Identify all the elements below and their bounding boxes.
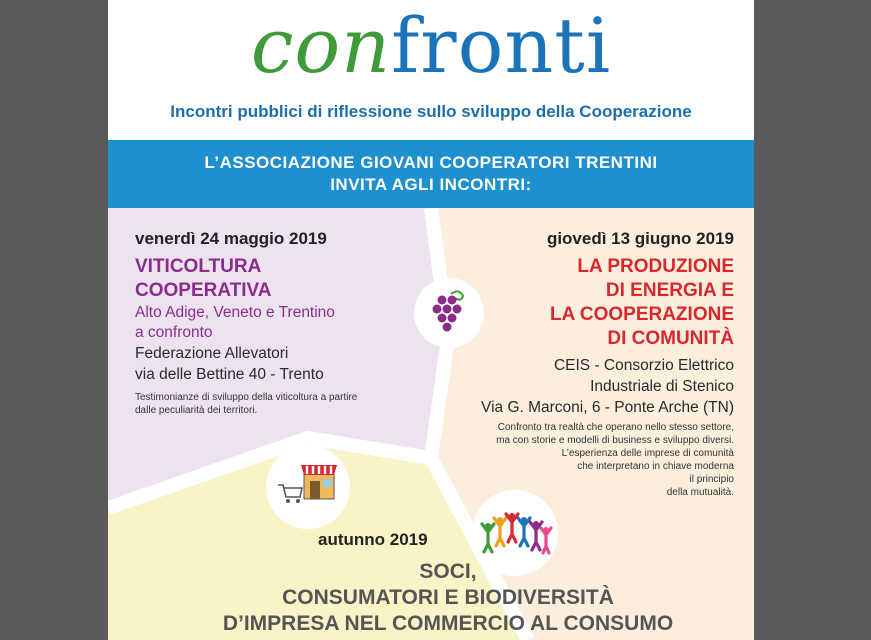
event-2-desc-line-3: L’esperienza delle imprese di comunità bbox=[561, 448, 734, 459]
event-3-date: autunno 2019 bbox=[318, 530, 428, 549]
header-subtitle: Incontri pubblici di riflessione sullo sviluppo della Cooperazione bbox=[170, 102, 692, 121]
event-2-date: giovedì 13 giugno 2019 bbox=[546, 229, 734, 248]
event-3-title-line-2: CONSUMATORI E BIODIVERSITÀ bbox=[282, 586, 614, 609]
event-1-title-line-1: VITICOLTURA bbox=[135, 256, 262, 277]
event-2-desc-line-2: ma con storie e modelli di business e sviluppo diversi. bbox=[496, 435, 734, 446]
event-1-date: venerdì 24 maggio 2019 bbox=[135, 229, 327, 248]
event-2-title-line-2: DI ENERGIA E bbox=[605, 280, 734, 301]
event-1-subtitle-line-2: a confronto bbox=[135, 324, 213, 341]
event-2-title-line-4: DI COMUNITÀ bbox=[607, 328, 734, 349]
shop-badge bbox=[266, 445, 350, 529]
event-2-venue-line-3: Via G. Marconi, 6 - Ponte Arche (TN) bbox=[481, 399, 734, 416]
logo-fronti: fronti bbox=[391, 1, 612, 90]
event-2-desc-line-1: Confronto tra realtà che operano nello stesso settore, bbox=[497, 422, 734, 433]
invitation-band bbox=[108, 140, 754, 208]
event-2-venue-line-2: Industriale di Stenico bbox=[590, 378, 734, 395]
event-3-title-line-3: D’IMPRESA NEL COMMERCIO AL CONSUMO bbox=[222, 612, 674, 635]
event-1-desc-line-2: dalle peculiarità dei territori. bbox=[135, 405, 258, 416]
event-2-desc-line-4: che interpretano in chiave moderna bbox=[577, 461, 734, 472]
band-line-1: L’ASSOCIAZIONE GIOVANI COOPERATORI TRENTINI bbox=[204, 153, 658, 172]
event-2-venue-line-1: CEIS - Consorzio Elettrico bbox=[553, 357, 734, 374]
band-line-2: INVITA AGLI INCONTRI: bbox=[330, 175, 532, 194]
event-1-venue-line-1: Federazione Allevatori bbox=[135, 345, 289, 362]
event-1 bbox=[135, 229, 425, 417]
shop-cart-icon bbox=[266, 445, 350, 529]
flyer-page bbox=[108, 0, 754, 640]
event-3-title-line-1: SOCI, bbox=[419, 560, 477, 583]
event-1-title-line-2: COOPERATIVA bbox=[135, 280, 272, 301]
event-1-desc-line-1: Testimonianze di sviluppo della viticoltura a partire bbox=[135, 392, 358, 403]
logo-con: con bbox=[250, 1, 392, 90]
event-2-desc-line-6: della mutualità. bbox=[666, 487, 734, 498]
event-2-title-line-1: LA PRODUZIONE bbox=[577, 256, 734, 277]
event-2-title-line-3: LA COOPERAZIONE bbox=[549, 304, 734, 325]
event-1-subtitle-line-1: Alto Adige, Veneto e Trentino bbox=[135, 304, 335, 321]
confronti-logo bbox=[108, 0, 754, 96]
event-3-title bbox=[168, 559, 728, 637]
event-2 bbox=[430, 229, 734, 499]
event-1-venue-line-2: via delle Bettine 40 - Trento bbox=[135, 366, 324, 383]
event-2-desc-line-5: il principio bbox=[689, 474, 734, 485]
